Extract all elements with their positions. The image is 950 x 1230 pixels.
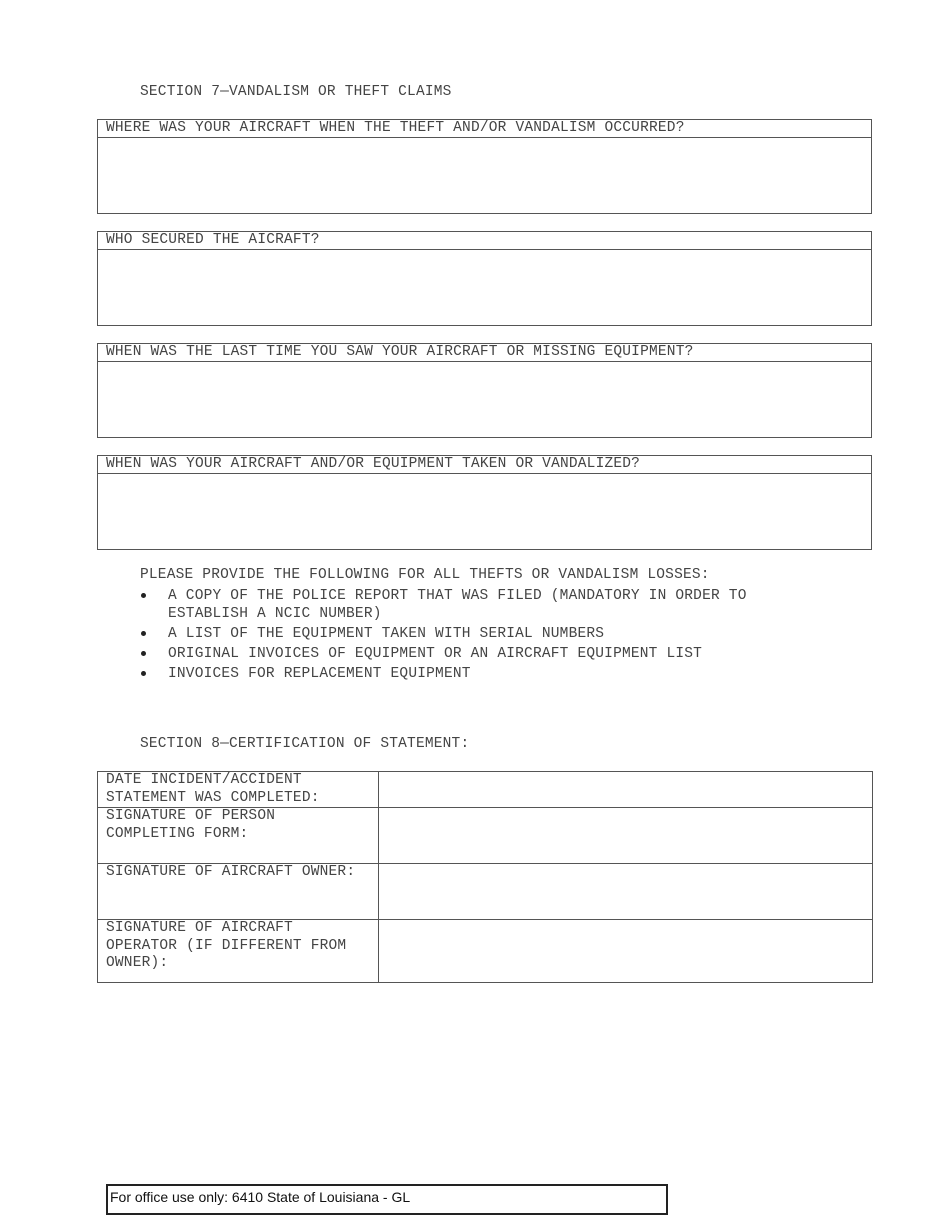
list-item	[140, 666, 820, 684]
date-completed-field[interactable]	[379, 772, 873, 808]
table-row	[98, 920, 873, 983]
table-row	[98, 808, 873, 864]
requirements-list	[140, 588, 820, 683]
section-7-title: SECTION 7—VANDALISM OR THEFT CLAIMS	[140, 84, 452, 100]
list-item	[140, 646, 820, 664]
list-item-text: INVOICES FOR REPLACEMENT EQUIPMENT	[168, 665, 471, 682]
question-label: WHEN WAS YOUR AIRCRAFT AND/OR EQUIPMENT TAKEN OR VANDALIZED?	[98, 456, 871, 474]
table-row	[98, 772, 873, 808]
signature-operator-field[interactable]	[379, 920, 873, 983]
answer-field[interactable]	[98, 250, 871, 325]
signature-owner-label: SIGNATURE OF AIRCRAFT OWNER:	[98, 864, 379, 920]
answer-field[interactable]	[98, 474, 871, 549]
signature-owner-field[interactable]	[379, 864, 873, 920]
instructions-intro: PLEASE PROVIDE THE FOLLOWING FOR ALL THEFTS OR VANDALISM LOSSES:	[140, 567, 710, 583]
certification-table	[97, 771, 873, 983]
list-item-text: ORIGINAL INVOICES OF EQUIPMENT OR AN AIRCRAFT EQUIPMENT LIST	[168, 645, 703, 662]
question-label: WHEN WAS THE LAST TIME YOU SAW YOUR AIRCRAFT OR MISSING EQUIPMENT?	[98, 344, 871, 362]
list-item-text: A LIST OF THE EQUIPMENT TAKEN WITH SERIAL NUMBERS	[168, 625, 605, 642]
list-item	[140, 588, 820, 623]
list-item	[140, 626, 820, 644]
answer-field[interactable]	[98, 362, 871, 437]
signature-operator-label: SIGNATURE OF AIRCRAFT OPERATOR (IF DIFFERENT FROM OWNER):	[98, 920, 379, 983]
table-row	[98, 864, 873, 920]
question-who-secured	[97, 231, 872, 326]
instructions	[140, 567, 820, 686]
question-label: WHERE WAS YOUR AIRCRAFT WHEN THE THEFT AND/OR VANDALISM OCCURRED?	[98, 120, 871, 138]
bullet-icon	[141, 631, 146, 636]
section-8-title: SECTION 8—CERTIFICATION OF STATEMENT:	[140, 736, 470, 752]
bullet-icon	[141, 651, 146, 656]
question-aircraft-location	[97, 119, 872, 214]
question-last-seen	[97, 343, 872, 438]
bullet-icon	[141, 593, 146, 598]
signature-person-field[interactable]	[379, 808, 873, 864]
office-use-footer: For office use only: 6410 State of Louisiana - GL	[106, 1184, 668, 1215]
signature-person-label: SIGNATURE OF PERSON COMPLETING FORM:	[98, 808, 379, 864]
question-when-taken	[97, 455, 872, 550]
bullet-icon	[141, 671, 146, 676]
list-item-text: A COPY OF THE POLICE REPORT THAT WAS FILED (MANDATORY IN ORDER TO ESTABLISH A NCIC NUMBER)	[168, 588, 747, 622]
date-completed-label: DATE INCIDENT/ACCIDENT STATEMENT WAS COMPLETED:	[98, 772, 379, 808]
question-label: WHO SECURED THE AICRAFT?	[98, 232, 871, 250]
answer-field[interactable]	[98, 138, 871, 213]
